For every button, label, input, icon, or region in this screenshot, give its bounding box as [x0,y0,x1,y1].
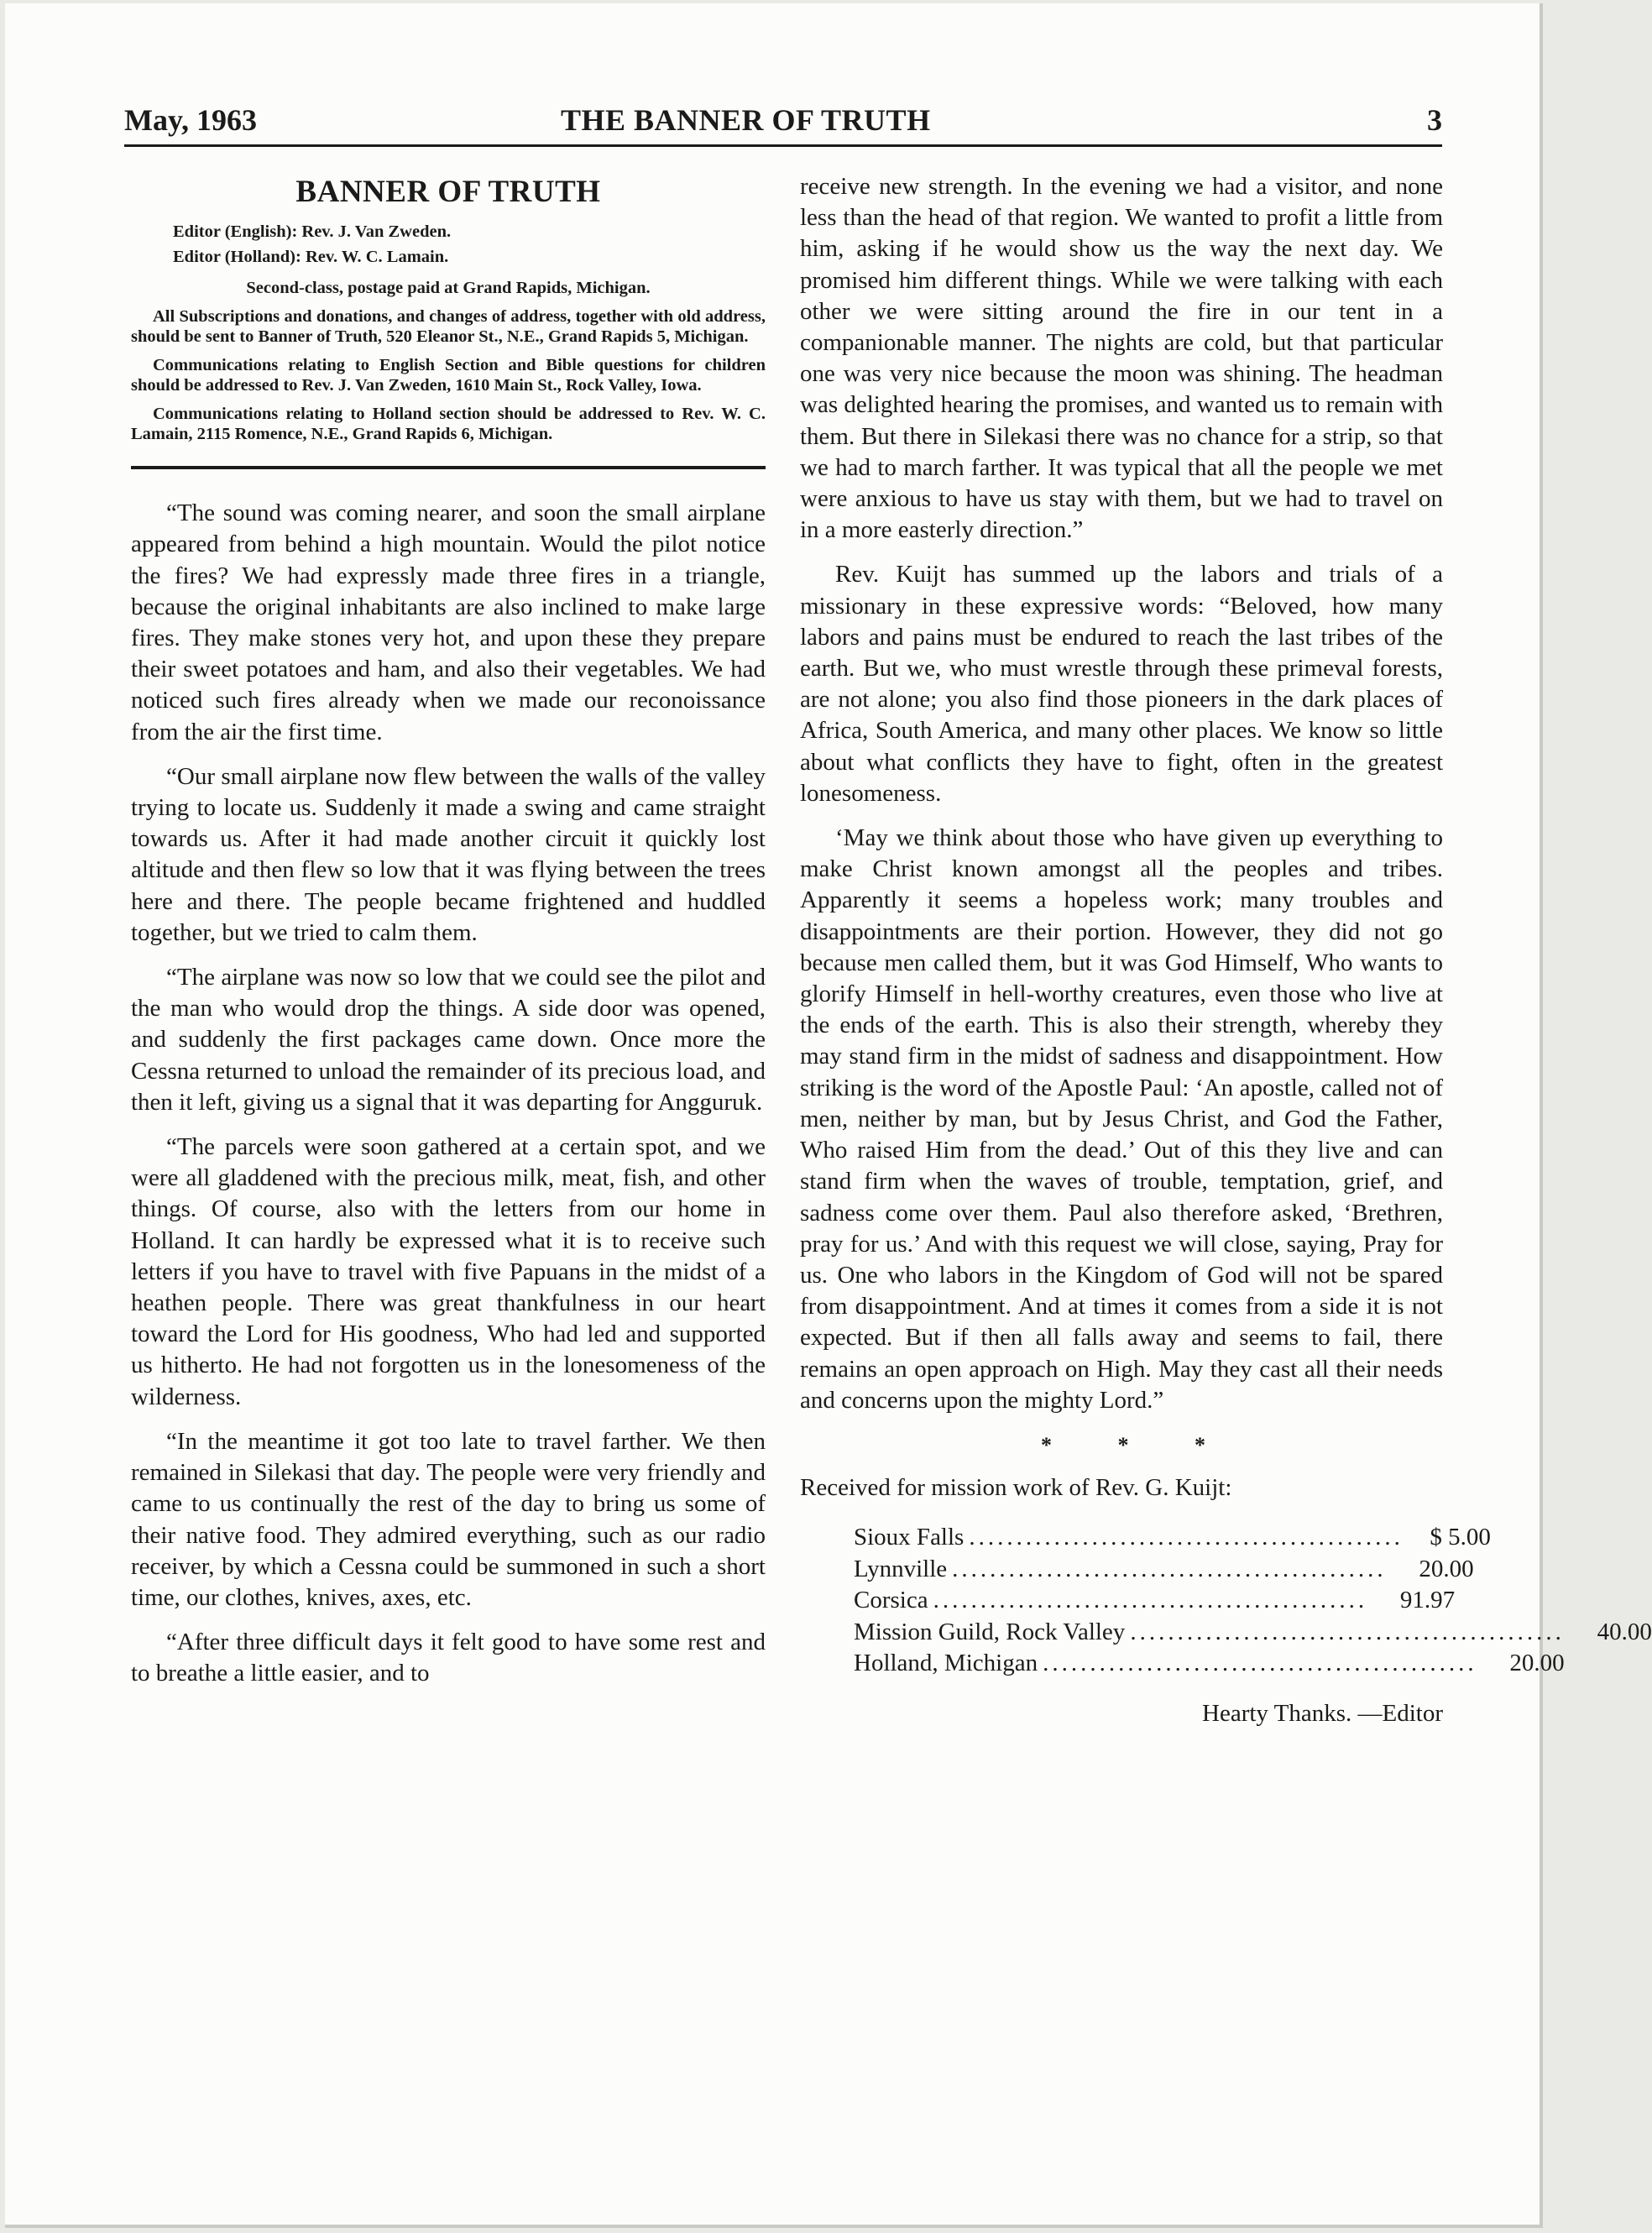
left-column [131,171,766,1703]
donation-row [854,1585,1456,1617]
article-paragraph: ‘May we think about those who have given up everything to make Christ known amongst all the peoples and tribes. Apparently it seems a hopeless work; many troubles and disappointments are their portion. However, they did not go because men called them, but it was God Himself, Who wants to glorify Himself in hell-worthy creatures, even those who live at the ends of the earth. This is also their strength, whereby they may stand firm in the midst of sadness and disappointment. How striking is the word of the Apostle Paul: ‘An apostle, called not of men, neither by man, but by Jesus Christ, and God the Father, Who raised Him from the dead.’ Out of this they live and can stand firm when the waves of trouble, temptation, grief, and sadness come over them. Paul also therefore asked, ‘Brethren, pray for us.’ And with this request we will close, saying, Pray for us. One who labors in the Kingdom of God will not be spared from disappointment. And at times it comes from a side it is not expected. But if then all falls away and seems to fail, there remains an open approach on High. May they cast all their needs and concerns upon the mighty Lord.” [800,824,1443,1414]
subscriptions-notice: All Subscriptions and donations, and changes of address, together with old address, should be sent to Banner of Truth, 520 Eleanor St., N.E., Grand Rapids 5, Michigan. [131,307,766,347]
donation-amount: 20.00 [1509,1650,1565,1677]
publication-title: THE BANNER OF TRUTH [561,103,931,137]
article-paragraph: “The airplane was now so low that we could see the pilot and the man who would drop the things. A side door was opened, and suddenly the first packages came down. Once more the Cessna returned to unload the remainder of its precious load, and then it left, giving us a signal that it was departing for Angguruk. [131,964,766,1116]
article-paragraph: receive new strength. In the evening we had a visitor, and none less than the head of that region. We wanted to profit a little from him, asking if he would show us the way the next day. We promised him different things. While we were talking with each other we were sitting around the fire in our tent in a companionable manner. The nights are cold, but that particular one was very nice because the moon was shining. The headman was delighted hearing the promises, and wanted us to remain with them. But there in Silekasi there was no chance for a strip, so that we had to march farther. It was typical that all the people we met were anxious to have us stay with them, but we had to travel on in a more easterly direction.” [800,173,1443,544]
leader-dots: .............................................. [952,1555,1387,1582]
holland-section-notice: Communications relating to Holland section should be addressed to Rev. W. C. Lamain, 2115 Romence, N.E., Grand Rapids 6, Michigan. [131,405,766,444]
editor-english: Editor (English): Rev. J. Van Zweden. [173,222,452,242]
donation-amount: 91.97 [1399,1587,1456,1614]
donation-row [854,1648,1565,1680]
editor-holland: Editor (Holland): Rev. W. C. Lamain. [173,248,449,267]
leader-dots: .............................................. [1043,1650,1477,1677]
article-paragraph: “In the meantime it got too late to travel farther. We then remained in Silekasi that day. The people were very friendly and came to us continually the rest of the day to bring us some of their native food. They admired everything, such as our radio receiver, by which a Cessna could be summoned in such a short time, our clothes, knives, axes, etc. [131,1427,766,1611]
right-column [800,171,1652,1729]
leader-dots: .............................................. [933,1587,1368,1614]
article-paragraph: “The parcels were soon gathered at a certain spot, and we were all gladdened with the precious milk, meat, fish, and other things. Of course, also with the letters from our home in Holland. It can hardly be expressed what it is to receive such letters if you have to travel with five Papuans in the midst of a heathen people. There was great thankfulness in our heart toward the Lord for His goodness, Who had led and supported us hitherto. He had not forgotten us in the lonesomeness of the wilderness. [131,1133,766,1410]
article-paragraph: Rev. Kuijt has summed up the labors and trials of a missionary in these expressive words: “Beloved, how many labors and pains must be endured to reach the last tribes of the earth. But we, who must wrestle through these primeval forests, are not alone; you also find those pioneers in the dark places of Africa, South America, and many other places. We know so little about what conflicts they have to fight, often in the greatest lonesomeness. [800,561,1443,807]
donation-row [854,1617,1652,1649]
article-paragraph: “The sound was coming nearer, and soon the small airplane appeared from behind a high mountain. Would the pilot notice the fires? We had expressly made three fires in a triangle, because the original inhabitants are also inclined to make large fires. They make stones very hot, and upon these they prepare their sweet potatoes and ham, and also their vegetables. We had noticed such fires already when we made our reconoissance from the air the first time. [131,499,766,745]
page-number: 3 [1427,103,1442,137]
english-section-notice: Communications relating to English Section and Bible questions for children should be addressed to Rev. J. Van Zweden, 1610 Main St., Rock Valley, Iowa. [131,356,766,395]
article-paragraph: “Our small airplane now flew between the walls of the valley trying to locate us. Suddenly it made a swing and came straight towards us. After it had made another circuit it quickly lost altitude and then flew so low that it was flying between the trees here and there. The people became frightened and huddled together, but we tried to calm them. [131,762,766,946]
donor-name: Holland, Michigan [854,1650,1038,1677]
editor-signoff: Hearty Thanks. —Editor [1202,1699,1443,1727]
masthead-title: BANNER OF TRUTH [295,175,601,209]
masthead-divider [131,466,766,469]
article-paragraph: “After three difficult days it felt good to have some rest and to breathe a little easier, and to [131,1629,766,1687]
donation-list [854,1522,1652,1680]
donor-name: Sioux Falls [854,1524,965,1551]
donation-amount: 40.00 [1597,1618,1652,1645]
donor-name: Corsica [854,1587,928,1614]
leader-dots: .............................................. [969,1524,1404,1551]
donor-name: Lynnville [854,1555,948,1582]
section-separator: * * * [1041,1432,1236,1457]
donor-name: Mission Guild, Rock Valley [854,1618,1126,1645]
received-intro: Received for mission work of Rev. G. Kuijt: [800,1474,1232,1502]
masthead [131,176,766,469]
donation-amount: $ 5.00 [1430,1524,1491,1551]
page-header [124,102,1442,147]
leader-dots: .............................................. [1130,1618,1565,1645]
magazine-page [5,3,1652,2228]
donation-row [854,1522,1491,1554]
donation-amount: 20.00 [1419,1555,1474,1582]
postage-notice: Second-class, postage paid at Grand Rapids, Michigan. [246,279,651,298]
donation-row [854,1554,1474,1586]
issue-date: May, 1963 [124,103,257,137]
